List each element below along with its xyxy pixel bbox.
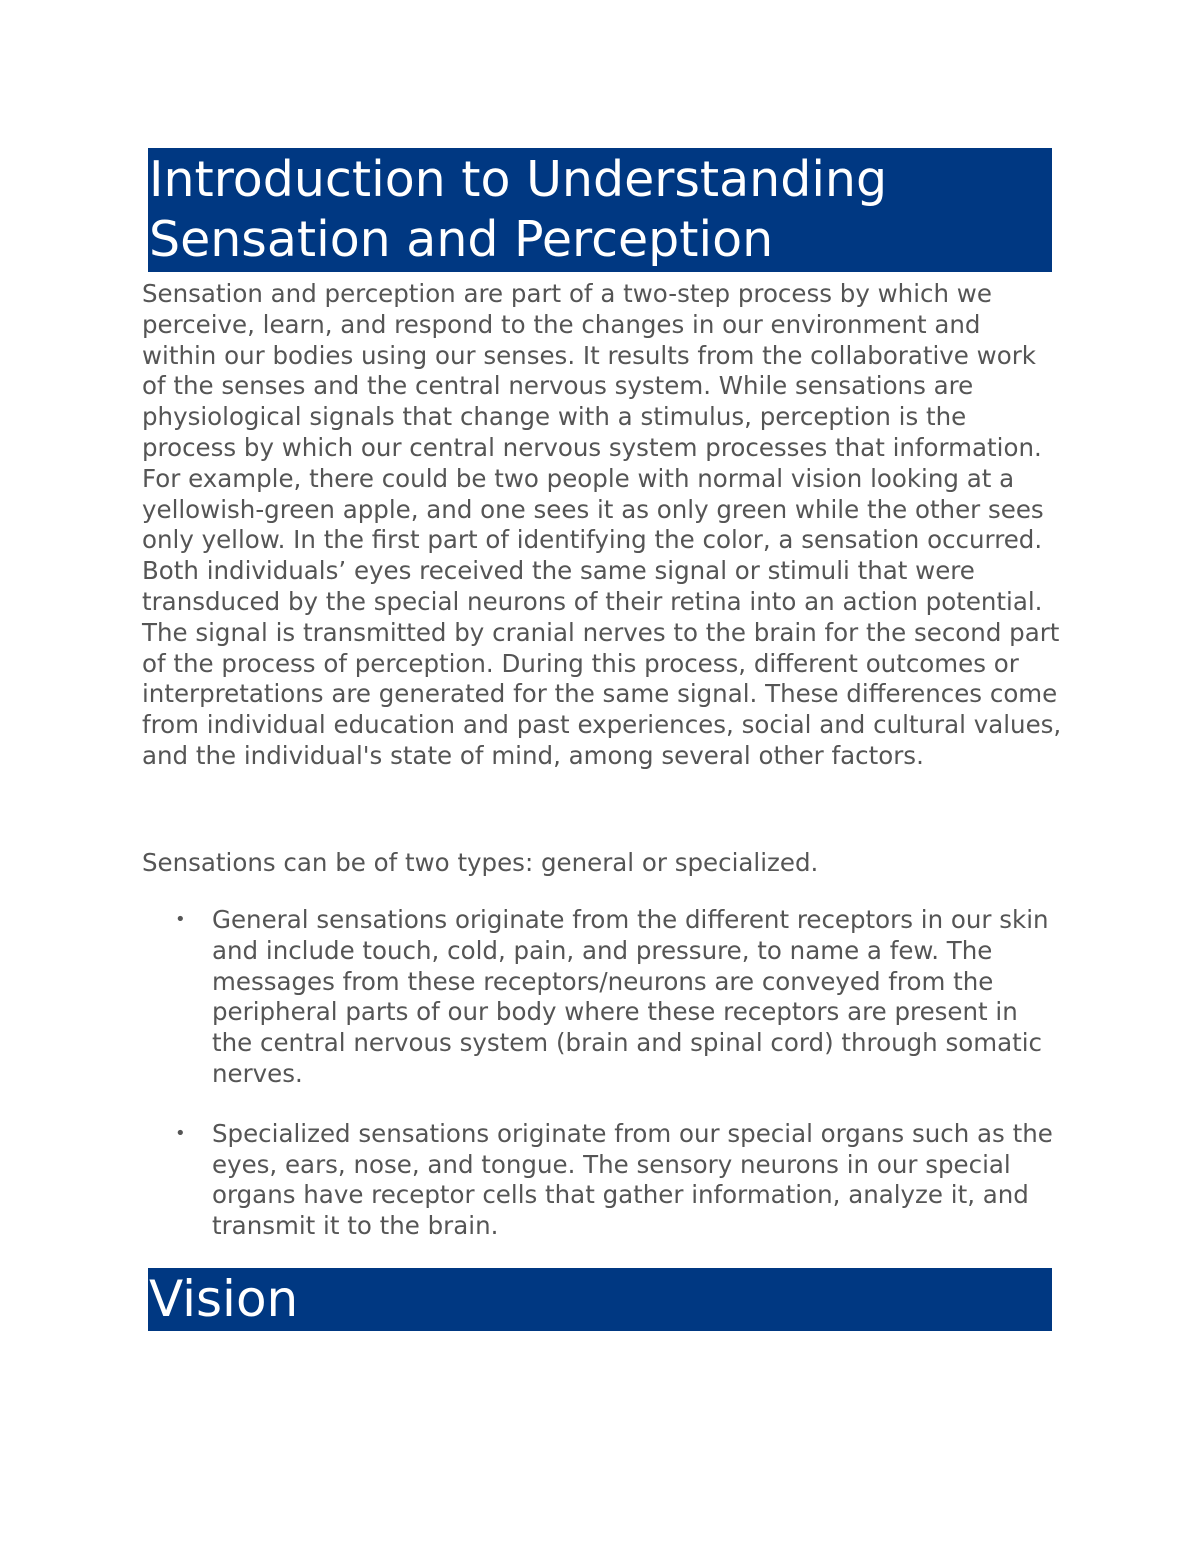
intro-paragraph: Sensation and perception are part of a two-step process by which we perceive, learn, and respond to the changes in our environment and within our bodies using our senses. It results from the collaborative work of the senses and the central nervous system. While sensations are physiological signals that change with a stimulus, perception is the process by which our central nervous system processes that information. For example, there could be two people with normal vision looking at a yellowish-green apple, and one sees it as only green while the other sees only yellow. In the first part of identifying the color, a sensation occurred. Both individuals’ eyes received the same signal or stimuli that were transduced by the special neurons of their retina into an action potential. The signal is transmitted by cranial nerves to the brain for the second part of the process of perception. During this process, different outcomes or interpretations are generated for the same signal. These differences come from individual education and past experiences, social and cultural values, and the individual's state of mind, among several other factors. (142, 279, 1062, 770)
section-heading-intro: Introduction to Understanding Sensation and Perception (148, 148, 1052, 272)
sensation-types-list (142, 905, 1062, 1271)
list-item-text: General sensations originate from the different receptors in our skin and include touch, cold, pain, and pressure, to name a few. The messages from these receptors/neurons are conveyed from the peripheral parts of our body where these receptors are present in the central nervous system (brain and spinal cord) through somatic nerves. (212, 905, 1049, 1088)
list-item (142, 1119, 1062, 1242)
section-heading-vision: Vision (148, 1268, 1052, 1331)
list-item (142, 905, 1062, 1090)
bullet-icon: • (175, 1122, 186, 1144)
bullet-icon: • (175, 909, 186, 930)
list-item-text: Specialized sensations originate from our special organs such as the eyes, ears, nose, and tongue. The sensory neurons in our special organs have receptor cells that gather information, analyze it, and transmit it to the brain. (212, 1118, 1053, 1241)
sensation-types-paragraph: Sensations can be of two types: general or specialized. (142, 848, 819, 877)
